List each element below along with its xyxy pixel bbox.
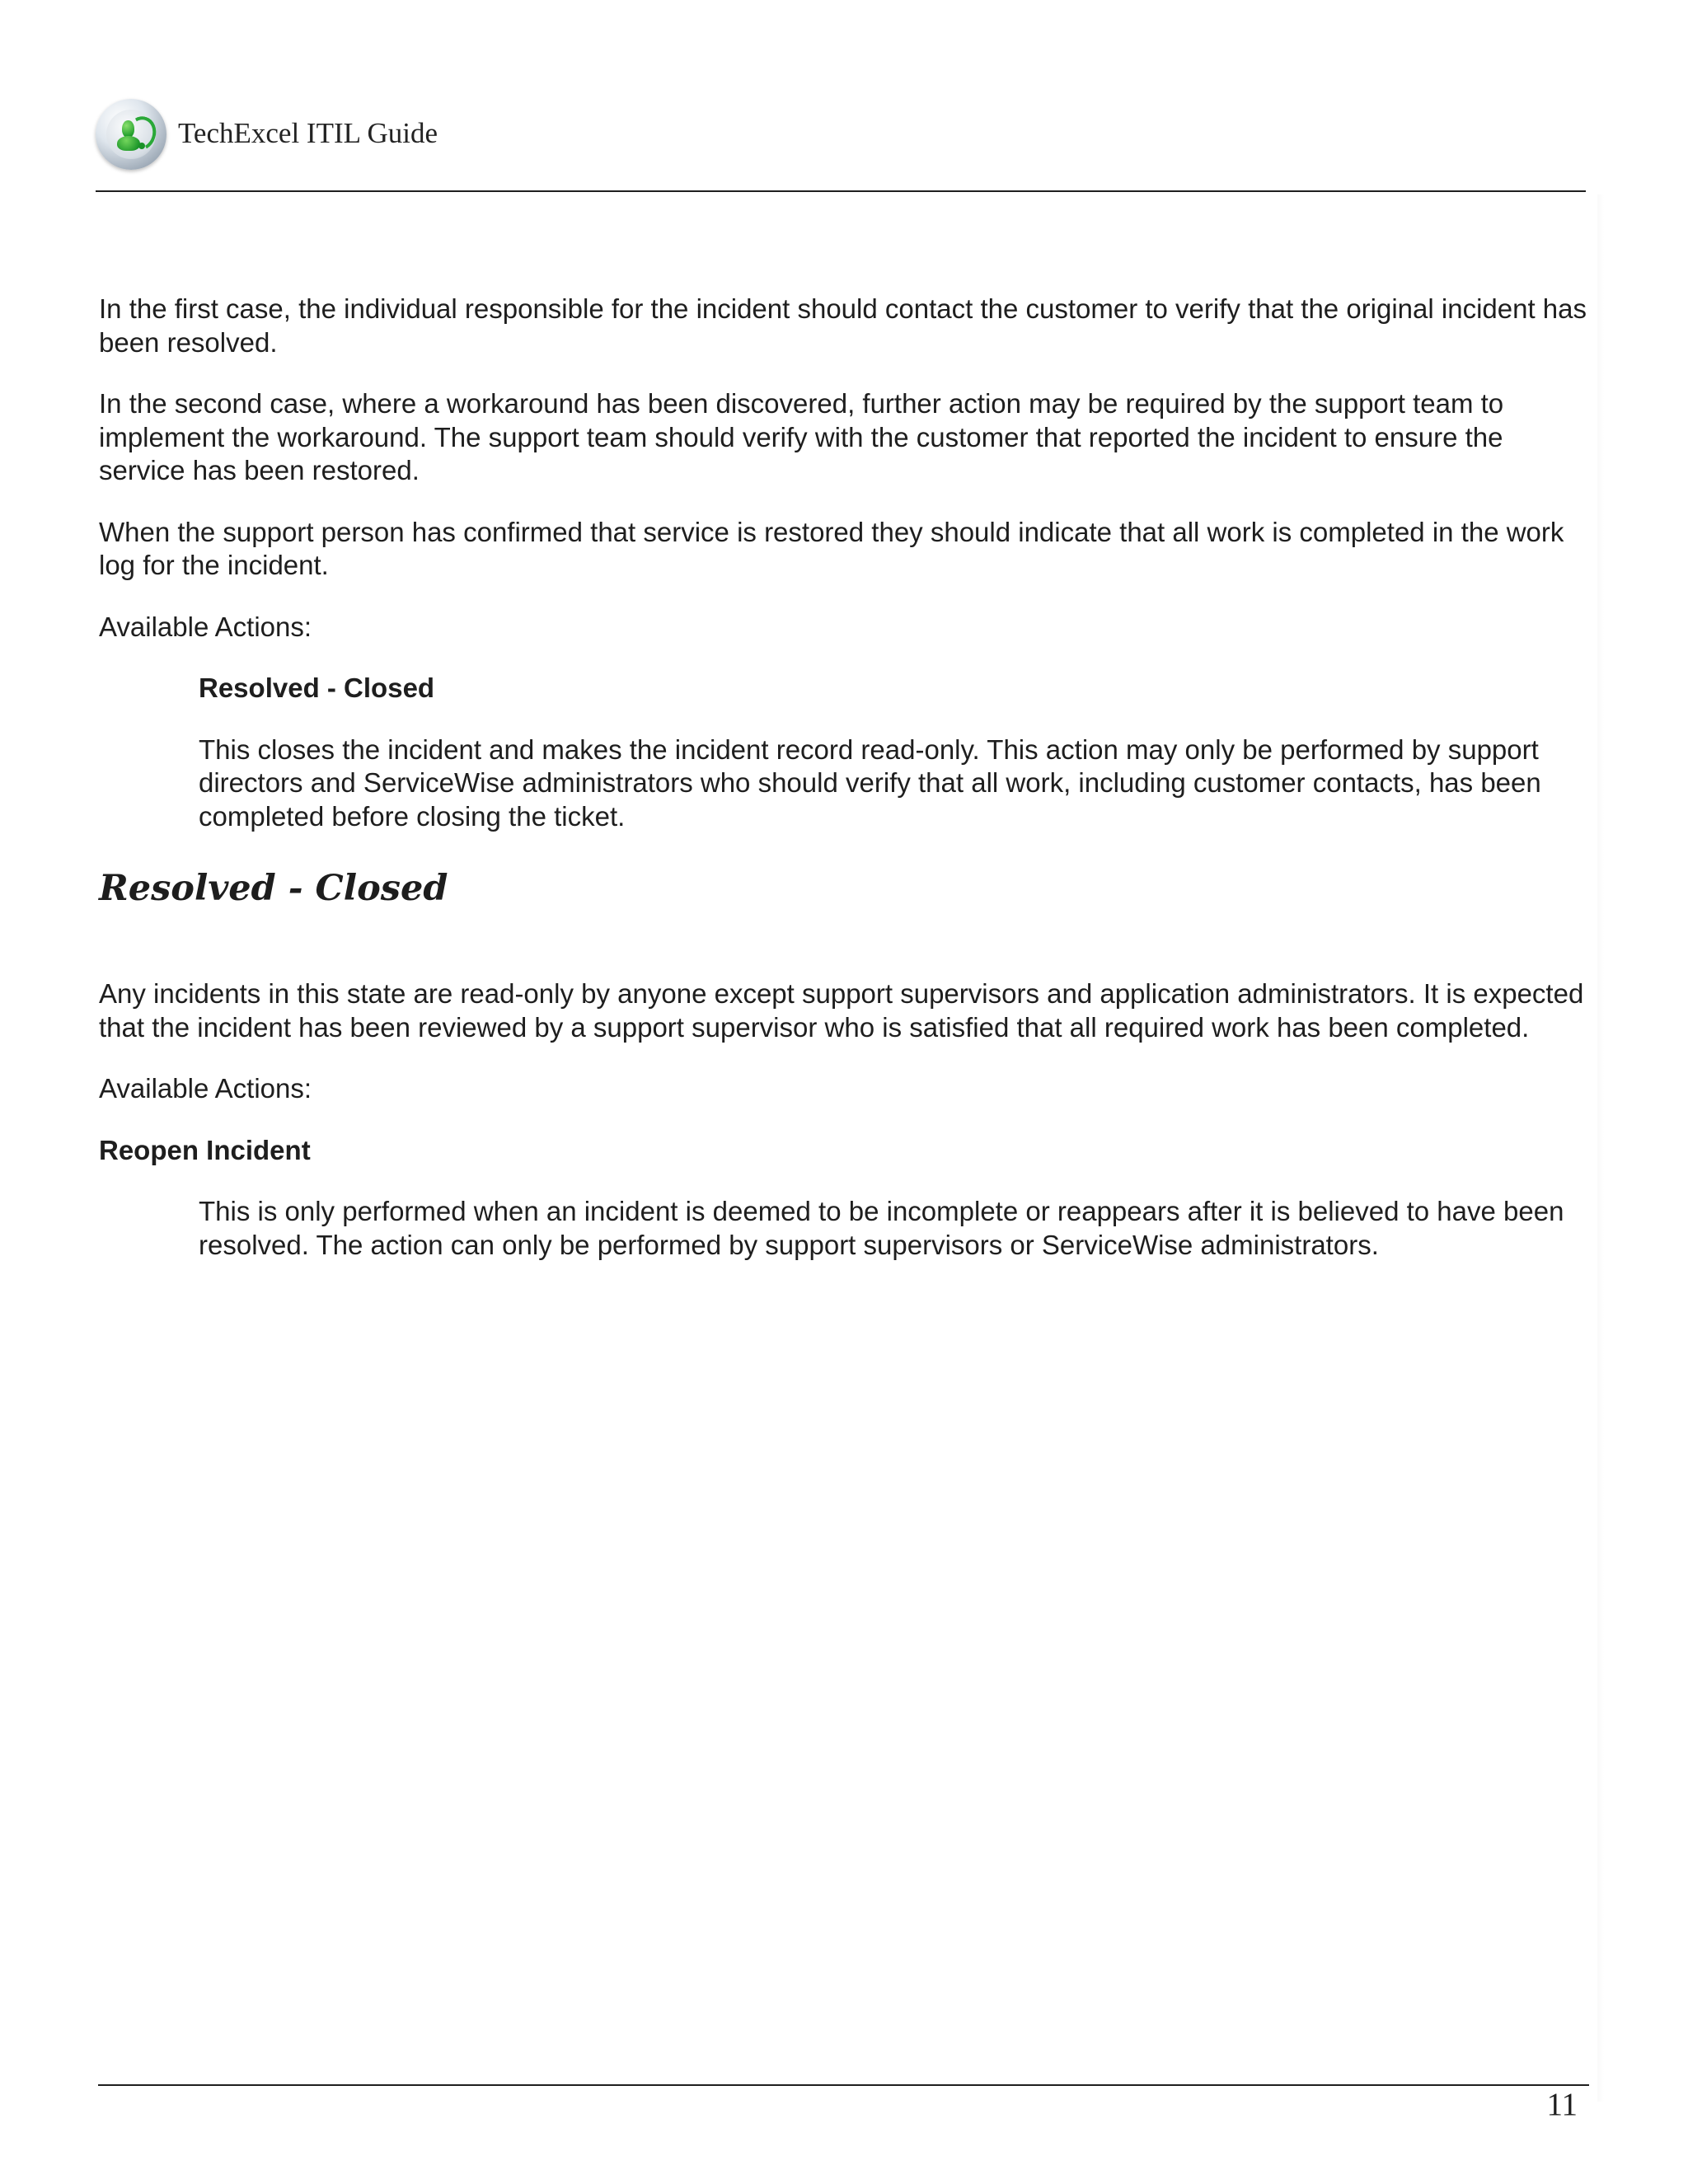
action-resolved-closed-description: This closes the incident and makes the incident record read-only. This action may only be performed by support directors and ServiceWise administrators who should verify that all work, including customer contacts, has been completed before closing the ticket. bbox=[199, 733, 1541, 832]
person-body bbox=[117, 136, 140, 151]
section-heading-resolved-closed: Resolved - Closed bbox=[99, 868, 448, 909]
header-divider bbox=[96, 190, 1586, 192]
document-title: TechExcel ITIL Guide bbox=[178, 117, 438, 149]
headset-support-logo-icon bbox=[96, 99, 166, 170]
person-head bbox=[122, 120, 134, 138]
logo-inner-disc bbox=[106, 110, 156, 159]
page-header bbox=[96, 97, 1586, 193]
action-reopen-incident-title: Reopen Incident bbox=[99, 1134, 311, 1165]
paragraph-second-case: In the second case, where a workaround has been discovered, further action may be required by the support team to implement the workaround. The support team should verify with the customer that reported the incident to ensure the service has been restored. bbox=[99, 388, 1504, 485]
headset-microphone bbox=[138, 143, 145, 149]
page-number: 11 bbox=[1546, 2087, 1578, 2122]
available-actions-label: Available Actions: bbox=[99, 611, 312, 642]
available-actions-label-second: Available Actions: bbox=[99, 1073, 312, 1104]
page-edge-shadow bbox=[1597, 194, 1604, 2102]
paragraph-read-only-state: Any incidents in this state are read-only by anyone except support supervisors and application administrators. It is expected that the incident has been reviewed by a support supervisor who is satisfied that all required work has been completed. bbox=[99, 978, 1584, 1043]
paragraph-service-restored: When the support person has confirmed that service is restored they should indicate that all work is completed in the work log for the incident. bbox=[99, 516, 1564, 580]
paragraph-first-case: In the first case, the individual responsible for the incident should contact the customer to verify that the original incident has been resolved. bbox=[99, 293, 1587, 358]
footer-divider bbox=[98, 2084, 1589, 2086]
document-content bbox=[99, 293, 1591, 1290]
action-reopen-incident-description: This is only performed when an incident is deemed to be incomplete or reappears after it is believed to have been resolved. The action can only be performed by support supervisors or ServiceWise administrators. bbox=[199, 1196, 1564, 1260]
action-resolved-closed-title: Resolved - Closed bbox=[199, 673, 435, 703]
